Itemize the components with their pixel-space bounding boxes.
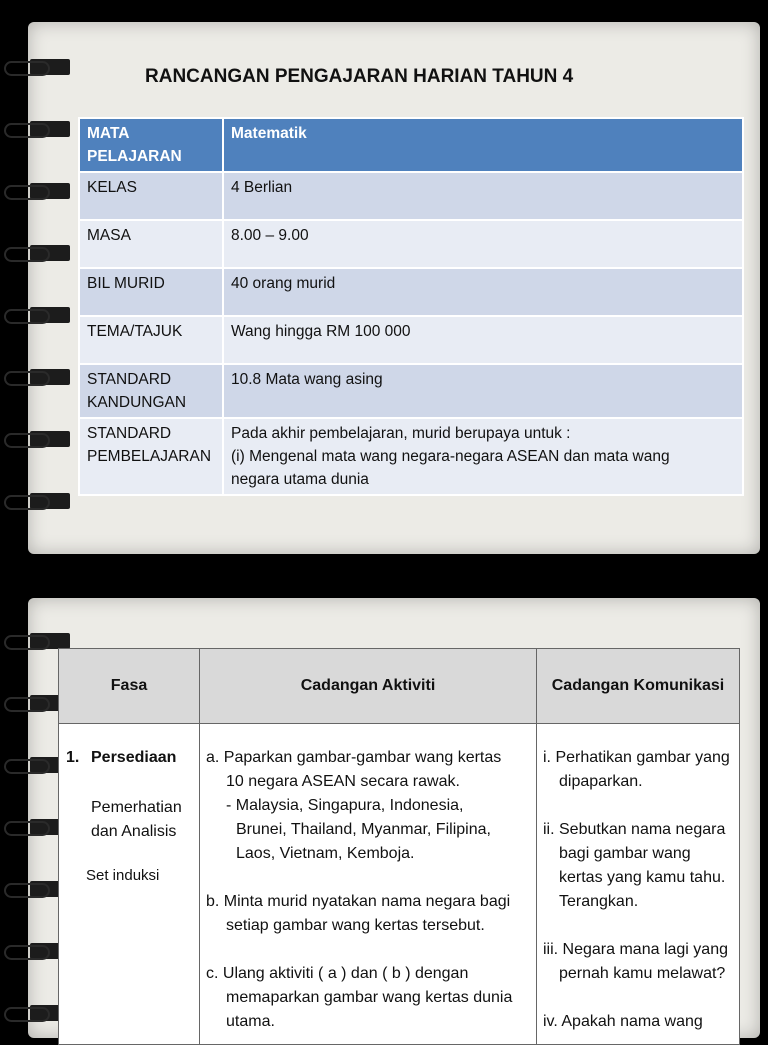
komunikasi-cell bbox=[537, 724, 740, 1045]
row-label: BIL MURID bbox=[79, 268, 223, 316]
table-row bbox=[79, 220, 743, 268]
komunikasi-line: iii. Negara mana lagi yang bbox=[543, 941, 728, 958]
binder-ring bbox=[4, 182, 68, 200]
aktiviti-cell bbox=[200, 724, 537, 1045]
aktiviti-line: Brunei, Thailand, Myanmar, Filipina, bbox=[236, 821, 491, 838]
binder-ring bbox=[4, 368, 68, 386]
fasa-set-induksi: Set induksi bbox=[86, 867, 160, 884]
header-fasa: Fasa bbox=[59, 649, 200, 724]
komunikasi-line: pernah kamu melawat? bbox=[559, 965, 726, 982]
binder-ring bbox=[4, 120, 68, 138]
row-value: 40 orang murid bbox=[223, 268, 743, 316]
row-label: MATA PELAJARAN bbox=[79, 118, 223, 172]
fasa-sub: Pemerhatian bbox=[91, 799, 182, 816]
row-label: KELAS bbox=[79, 172, 223, 220]
fasa-title: Persediaan bbox=[91, 749, 177, 766]
binder-ring bbox=[4, 492, 68, 510]
komunikasi-line: Terangkan. bbox=[559, 893, 639, 910]
table-row bbox=[59, 724, 740, 1045]
aktiviti-line: - Malaysia, Singapura, Indonesia, bbox=[226, 797, 464, 814]
aktiviti-line: memaparkan gambar wang kertas dunia bbox=[226, 989, 513, 1006]
table-row bbox=[79, 172, 743, 220]
row-label: MASA bbox=[79, 220, 223, 268]
header-aktiviti: Cadangan Aktiviti bbox=[200, 649, 537, 724]
binder-ring bbox=[4, 244, 68, 262]
aktiviti-line: b. Minta murid nyatakan nama negara bagi bbox=[206, 893, 511, 910]
table-row bbox=[79, 316, 743, 364]
fasa-sub: dan Analisis bbox=[91, 823, 177, 840]
table-row bbox=[79, 418, 743, 495]
row-value: Wang hingga RM 100 000 bbox=[223, 316, 743, 364]
komunikasi-line: iv. Apakah nama wang bbox=[543, 1013, 703, 1030]
aktiviti-line: setiap gambar wang kertas tersebut. bbox=[226, 917, 485, 934]
aktiviti-line: 10 negara ASEAN secara rawak. bbox=[226, 773, 460, 790]
activity-table bbox=[58, 648, 740, 1045]
table-row bbox=[79, 364, 743, 418]
binder-ring bbox=[4, 306, 68, 324]
komunikasi-line: i. Perhatikan gambar yang bbox=[543, 749, 730, 766]
aktiviti-line: Laos, Vietnam, Kemboja. bbox=[236, 845, 415, 862]
row-label: STANDARD PEMBELAJARAN bbox=[79, 418, 223, 495]
komunikasi-line: kertas yang kamu tahu. bbox=[559, 869, 726, 886]
fasa-number: 1. bbox=[66, 749, 80, 766]
table-row bbox=[79, 118, 743, 172]
aktiviti-line: a. Paparkan gambar-gambar wang kertas bbox=[206, 749, 502, 766]
komunikasi-line: ii. Sebutkan nama negara bbox=[543, 821, 726, 838]
header-row bbox=[59, 649, 740, 724]
row-label: STANDARD KANDUNGAN bbox=[79, 364, 223, 418]
row-value: 8.00 – 9.00 bbox=[223, 220, 743, 268]
komunikasi-line: bagi gambar wang bbox=[559, 845, 691, 862]
binder-ring bbox=[4, 430, 68, 448]
page-title: RANCANGAN PENGAJARAN HARIAN TAHUN 4 bbox=[145, 66, 574, 87]
row-value: Pada akhir pembelajaran, murid berupaya untuk : (i) Mengenal mata wang negara-negara ASEAN dan mata wang negara utama dunia bbox=[223, 418, 743, 495]
fasa-cell bbox=[59, 724, 200, 1045]
binder-ring bbox=[4, 58, 68, 76]
row-label: TEMA/TAJUK bbox=[79, 316, 223, 364]
row-value: 4 Berlian bbox=[223, 172, 743, 220]
row-value: 10.8 Mata wang asing bbox=[223, 364, 743, 418]
komunikasi-line: dipaparkan. bbox=[559, 773, 643, 790]
table-row bbox=[79, 268, 743, 316]
row-value: Matematik bbox=[223, 118, 743, 172]
aktiviti-line: c. Ulang aktiviti ( a ) dan ( b ) dengan bbox=[206, 965, 469, 982]
header-komunikasi: Cadangan Komunikasi bbox=[537, 649, 740, 724]
lesson-plan-table bbox=[78, 117, 744, 496]
aktiviti-line: utama. bbox=[226, 1013, 275, 1030]
